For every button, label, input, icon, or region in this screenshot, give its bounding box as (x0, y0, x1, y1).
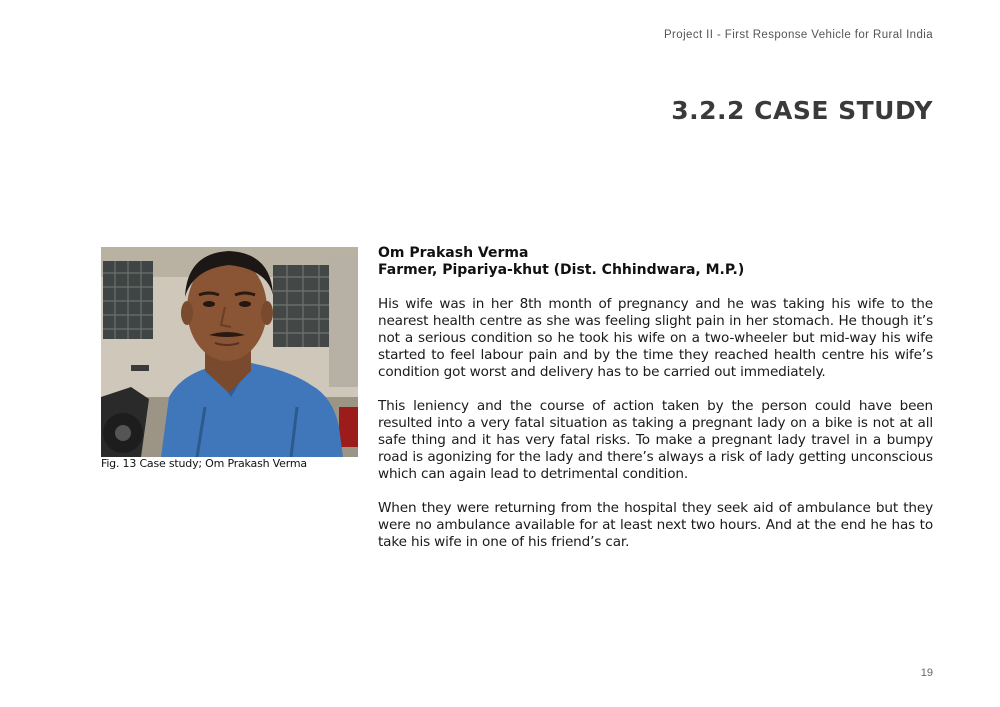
article-paragraph: When they were returning from the hospital they seek aid of ambulance but they were no ambulance available for at least next two hours. And at the end he has to take his wife in one of his friend’s car. (378, 500, 933, 550)
person-name: Om Prakash Verma (378, 245, 529, 261)
section-title: 3.2.2 CASE STUDY (671, 96, 933, 125)
case-study-article (378, 245, 933, 551)
figure-caption: Fig. 13 Case study; Om Prakash Verma (101, 457, 307, 470)
article-paragraph: His wife was in her 8th month of pregnancy and he was taking his wife to the nearest health centre as she was feeling slight pain in her stomach. He though it’s not a serious condition so he took his wife on a two-wheeler but mid-way his wife started to feel labour pain and by the time they reached health centre his wife’s condition got worst and delivery has to be carried out immediately. (378, 296, 933, 380)
case-study-photo (101, 247, 358, 457)
article-paragraph: This leniency and the course of action taken by the person could have been resulted into a very fatal situation as taking a pregnant lady on a bike is not at all safe thing and it has very fatal risks. To make a pregnant lady travel in a bumpy road is agonizing for the lady and there’s always a risk of lady getting unconscious which can again lead to detrimental condition. (378, 398, 933, 482)
page-number: 19 (920, 667, 933, 679)
person-role: Farmer, Pipariya-khut (Dist. Chhindwara, M.P.) (378, 262, 745, 278)
page-header: Project II - First Response Vehicle for Rural India (663, 29, 933, 41)
